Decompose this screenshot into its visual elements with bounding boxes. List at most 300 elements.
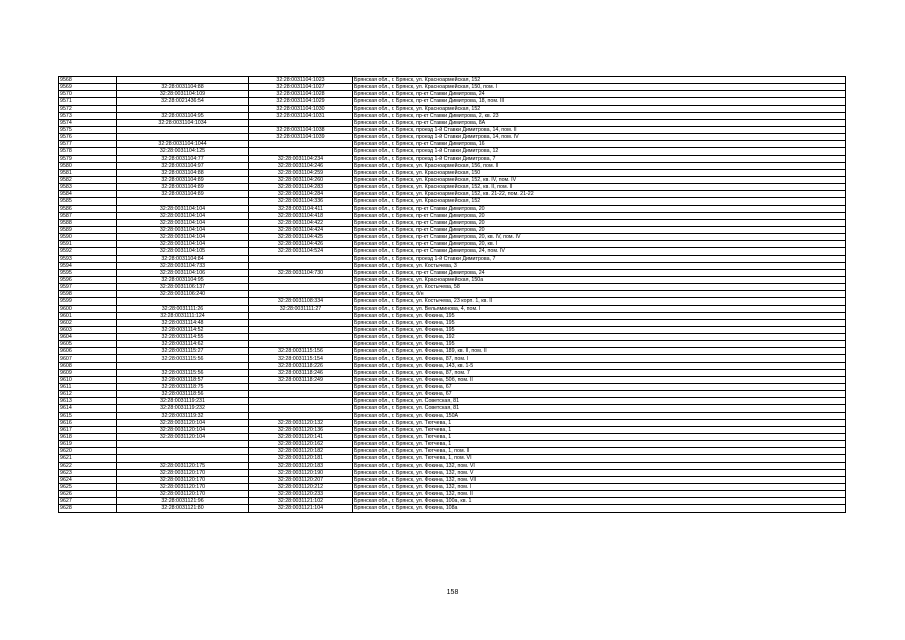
table-row bbox=[59, 77, 846, 84]
table-row bbox=[59, 184, 846, 191]
address-cell: Брянская обл., г. Брянск, ул. Фокина, 195 bbox=[353, 319, 846, 326]
address-cell: Брянская обл., г. Брянск, ул. Красноармейская, 152 bbox=[353, 105, 846, 112]
object-cadastral-number-cell: 32:28:0031120:136 bbox=[249, 426, 353, 433]
address-cell: Брянская обл., г. Брянск, ул. Фокина, 87, пом. 7 bbox=[353, 369, 846, 376]
land-cadastral-number-cell: 32:28:0031115:27 bbox=[117, 348, 249, 355]
object-cadastral-number-cell: 32:28:0031104:336 bbox=[249, 198, 353, 205]
object-cadastral-number-cell: 32:28:0031120:162 bbox=[249, 441, 353, 448]
object-cadastral-number-cell: 32:28:0031118:249 bbox=[249, 376, 353, 383]
row-number-cell: 9598 bbox=[59, 291, 117, 298]
land-cadastral-number-cell: 32:28:0031104:104 bbox=[117, 219, 249, 226]
object-cadastral-number-cell bbox=[249, 341, 353, 348]
row-number-cell: 9599 bbox=[59, 298, 117, 305]
row-number-cell: 9612 bbox=[59, 391, 117, 398]
land-cadastral-number-cell: 32:28:0031120:170 bbox=[117, 491, 249, 498]
object-cadastral-number-cell: 32:28:0031120:181 bbox=[249, 455, 353, 462]
land-cadastral-number-cell: 32:28:0031120:170 bbox=[117, 484, 249, 491]
land-cadastral-number-cell: 32:28:0031106:240 bbox=[117, 291, 249, 298]
land-cadastral-number-cell: 32:28:0031104:104 bbox=[117, 205, 249, 212]
address-cell: Брянская обл., г. Брянск, пр-кт Ставки Димитрова, 20 bbox=[353, 226, 846, 233]
address-cell: Брянская обл., г. Брянск, пр-кт Ставки Димитрова, 18, пом. III bbox=[353, 98, 846, 105]
land-cadastral-number-cell: 32:28:0031104:733 bbox=[117, 262, 249, 269]
address-cell: Брянская обл., г. Брянск, ул. Костычева, 3 bbox=[353, 262, 846, 269]
land-cadastral-number-cell bbox=[117, 105, 249, 112]
row-number-cell: 9589 bbox=[59, 226, 117, 233]
address-cell: Брянская обл., г. Брянск, ул. Фокина, 67 bbox=[353, 384, 846, 391]
row-number-cell: 9604 bbox=[59, 334, 117, 341]
land-cadastral-number-cell: 32:28:0031104:104 bbox=[117, 226, 249, 233]
land-cadastral-number-cell: 32:28:0031104:77 bbox=[117, 155, 249, 162]
address-cell: Брянская обл., г. Брянск, ул. Фокина, 132, пом. VII bbox=[353, 476, 846, 483]
address-cell: Брянская обл., г. Брянск, проезд 1-й Ставки Димитрова, 14, пом. IV bbox=[353, 134, 846, 141]
row-number-cell: 9626 bbox=[59, 491, 117, 498]
table-row bbox=[59, 212, 846, 219]
table-row bbox=[59, 126, 846, 133]
table-row bbox=[59, 455, 846, 462]
row-number-cell: 9582 bbox=[59, 176, 117, 183]
land-cadastral-number-cell: 32:28:0031104:125 bbox=[117, 148, 249, 155]
land-cadastral-number-cell: 32:28:0031104:88 bbox=[117, 169, 249, 176]
table-row bbox=[59, 155, 846, 162]
address-cell: Брянская обл., г. Брянск, ул. Фокина, 132, пом. V bbox=[353, 469, 846, 476]
row-number-cell: 9578 bbox=[59, 148, 117, 155]
object-cadastral-number-cell: 32:28:0031115:154 bbox=[249, 355, 353, 362]
land-cadastral-number-cell: 32:28:0031120:170 bbox=[117, 469, 249, 476]
address-cell: Брянская обл., г. Брянск, ул. Красноармейская, 150, пом. I bbox=[353, 84, 846, 91]
table-row bbox=[59, 376, 846, 383]
address-cell: Брянская обл., г. Брянск, ул. Тютчева, 1, пом. II bbox=[353, 448, 846, 455]
object-cadastral-number-cell: 32:28:0031118:226 bbox=[249, 362, 353, 369]
row-number-cell: 9595 bbox=[59, 269, 117, 276]
row-number-cell: 9591 bbox=[59, 241, 117, 248]
row-number-cell: 9613 bbox=[59, 398, 117, 405]
object-cadastral-number-cell bbox=[249, 319, 353, 326]
row-number-cell: 9610 bbox=[59, 376, 117, 383]
address-cell: Брянская обл., г. Брянск, ул. Советская, 81 bbox=[353, 405, 846, 412]
address-cell: Брянская обл., г. Брянск, пр-кт Ставки Димитрова, 20 bbox=[353, 219, 846, 226]
address-cell: Брянская обл., г. Брянск, ул. Фокина, 143, кв. 1-5 bbox=[353, 362, 846, 369]
object-cadastral-number-cell: 32:28:0031104:1023 bbox=[249, 77, 353, 84]
address-cell: Брянская обл., г. Брянск, ул. Вельяминова, 4, пом. I bbox=[353, 305, 846, 312]
address-cell: Брянская обл., г. Брянск, пр-кт Ставки Димитрова, 24 bbox=[353, 269, 846, 276]
row-number-cell: 9601 bbox=[59, 312, 117, 319]
object-cadastral-number-cell: 32:28:0031104:411 bbox=[249, 205, 353, 212]
row-number-cell: 9596 bbox=[59, 276, 117, 283]
table-row bbox=[59, 269, 846, 276]
object-cadastral-number-cell: 32:28:0031120:207 bbox=[249, 476, 353, 483]
land-cadastral-number-cell: 32:28:0031118:75 bbox=[117, 384, 249, 391]
table-row bbox=[59, 484, 846, 491]
land-cadastral-number-cell: 32:28:0031119:232 bbox=[117, 405, 249, 412]
object-cadastral-number-cell bbox=[249, 284, 353, 291]
table-row bbox=[59, 341, 846, 348]
object-cadastral-number-cell bbox=[249, 326, 353, 333]
object-cadastral-number-cell bbox=[249, 412, 353, 419]
table-row bbox=[59, 326, 846, 333]
table-row bbox=[59, 91, 846, 98]
object-cadastral-number-cell: 32:28:0031120:190 bbox=[249, 469, 353, 476]
object-cadastral-number-cell bbox=[249, 384, 353, 391]
land-cadastral-number-cell bbox=[117, 134, 249, 141]
address-cell: Брянская обл., г. Брянск, проезд 1-й Ставки Димитрова, 7 bbox=[353, 155, 846, 162]
address-cell: Брянская обл., г. Брянск, б/н bbox=[353, 291, 846, 298]
address-cell: Брянская обл., г. Брянск, ул. Фокина, 132, пом. I bbox=[353, 484, 846, 491]
row-number-cell: 9592 bbox=[59, 248, 117, 255]
row-number-cell: 9572 bbox=[59, 105, 117, 112]
land-cadastral-number-cell: 32:28:0031104:88 bbox=[117, 84, 249, 91]
address-cell: Брянская обл., г. Брянск, ул. Фокина, 195 bbox=[353, 312, 846, 319]
row-number-cell: 9577 bbox=[59, 141, 117, 148]
object-cadastral-number-cell: 32:28:0031104:234 bbox=[249, 155, 353, 162]
land-cadastral-number-cell: 32:28:0031111:26 bbox=[117, 305, 249, 312]
row-number-cell: 9574 bbox=[59, 119, 117, 126]
object-cadastral-number-cell bbox=[249, 119, 353, 126]
object-cadastral-number-cell bbox=[249, 391, 353, 398]
table-row bbox=[59, 398, 846, 405]
address-cell: Брянская обл., г. Брянск, ул. Советская, 81 bbox=[353, 398, 846, 405]
address-cell: Брянская обл., г. Брянск, ул. Тютчева, 1 bbox=[353, 426, 846, 433]
land-cadastral-number-cell: 32:28:0031106:137 bbox=[117, 284, 249, 291]
table-row bbox=[59, 241, 846, 248]
land-cadastral-number-cell: 32:28:0031114:48 bbox=[117, 319, 249, 326]
address-cell: Брянская обл., г. Брянск, ул. Красноармейская, 152, кв. 21-22, пом. 21-22 bbox=[353, 191, 846, 198]
table-row bbox=[59, 498, 846, 505]
address-cell: Брянская обл., г. Брянск, проезд 1-й Ставки Димитрова, 14, пом. II bbox=[353, 126, 846, 133]
row-number-cell: 9616 bbox=[59, 419, 117, 426]
row-number-cell: 9625 bbox=[59, 484, 117, 491]
land-cadastral-number-cell: 32:28:0031104:97 bbox=[117, 162, 249, 169]
object-cadastral-number-cell: 32:28:0031104:283 bbox=[249, 184, 353, 191]
row-number-cell: 9571 bbox=[59, 98, 117, 105]
address-cell: Брянская обл., г. Брянск, проезд 1-й Ставки Димитрова, 7 bbox=[353, 255, 846, 262]
row-number-cell: 9587 bbox=[59, 212, 117, 219]
object-cadastral-number-cell bbox=[249, 291, 353, 298]
land-cadastral-number-cell: 32:28:0031114:62 bbox=[117, 341, 249, 348]
row-number-cell: 9575 bbox=[59, 126, 117, 133]
object-cadastral-number-cell bbox=[249, 276, 353, 283]
object-cadastral-number-cell bbox=[249, 262, 353, 269]
land-cadastral-number-cell: 32:28:0031104:104 bbox=[117, 212, 249, 219]
object-cadastral-number-cell: 32:28:0031104:246 bbox=[249, 162, 353, 169]
row-number-cell: 9609 bbox=[59, 369, 117, 376]
address-cell: Брянская обл., г. Брянск, ул. Фокина, 108а bbox=[353, 505, 846, 512]
table-row bbox=[59, 84, 846, 91]
object-cadastral-number-cell: 32:28:0031104:426 bbox=[249, 241, 353, 248]
page-number: 158 bbox=[446, 589, 459, 596]
row-number-cell: 9580 bbox=[59, 162, 117, 169]
land-cadastral-number-cell: 32:28:0031104:89 bbox=[117, 184, 249, 191]
row-number-cell: 9584 bbox=[59, 191, 117, 198]
table-row bbox=[59, 98, 846, 105]
address-cell: Брянская обл., г. Брянск, проезд 1-й Ставки Димитрова, 12 bbox=[353, 148, 846, 155]
table-row bbox=[59, 148, 846, 155]
address-cell: Брянская обл., г. Брянск, пр-кт Ставки Димитрова, 2, кв. 23 bbox=[353, 112, 846, 119]
table-row bbox=[59, 284, 846, 291]
table-row bbox=[59, 362, 846, 369]
table-row bbox=[59, 276, 846, 283]
object-cadastral-number-cell: 32:28:0031121:104 bbox=[249, 505, 353, 512]
row-number-cell: 9606 bbox=[59, 348, 117, 355]
land-cadastral-number-cell: 32:28:0031120:104 bbox=[117, 419, 249, 426]
address-cell: Брянская обл., г. Брянск, пр-кт Ставки Димитрова, 20 bbox=[353, 205, 846, 212]
object-cadastral-number-cell: 32:28:0031104:418 bbox=[249, 212, 353, 219]
address-cell: Брянская обл., г. Брянск, ул. Красноармейская, 152 bbox=[353, 198, 846, 205]
address-cell: Брянская обл., г. Брянск, ул. Красноармейская, 150 bbox=[353, 169, 846, 176]
table-row bbox=[59, 255, 846, 262]
table-row bbox=[59, 141, 846, 148]
table-row bbox=[59, 169, 846, 176]
object-cadastral-number-cell: 32:28:0031104:730 bbox=[249, 269, 353, 276]
address-cell: Брянская обл., г. Брянск, ул. Фокина, 150А bbox=[353, 412, 846, 419]
row-number-cell: 9605 bbox=[59, 341, 117, 348]
land-cadastral-number-cell: 32:28:0031121:96 bbox=[117, 498, 249, 505]
object-cadastral-number-cell: 32:28:0031104:422 bbox=[249, 219, 353, 226]
land-cadastral-number-cell bbox=[117, 298, 249, 305]
row-number-cell: 9621 bbox=[59, 455, 117, 462]
object-cadastral-number-cell: 32:28:0031104:1029 bbox=[249, 98, 353, 105]
row-number-cell: 9594 bbox=[59, 262, 117, 269]
row-number-cell: 9576 bbox=[59, 134, 117, 141]
table-row bbox=[59, 112, 846, 119]
object-cadastral-number-cell bbox=[249, 141, 353, 148]
table-row bbox=[59, 355, 846, 362]
land-cadastral-number-cell: 32:28:0031114:55 bbox=[117, 334, 249, 341]
table-row bbox=[59, 369, 846, 376]
row-number-cell: 9602 bbox=[59, 319, 117, 326]
table-row bbox=[59, 334, 846, 341]
land-cadastral-number-cell: 32:28:0031115:56 bbox=[117, 355, 249, 362]
object-cadastral-number-cell bbox=[249, 312, 353, 319]
object-cadastral-number-cell: 32:28:0031104:1030 bbox=[249, 105, 353, 112]
land-cadastral-number-cell: 32:28:0031121:80 bbox=[117, 505, 249, 512]
object-cadastral-number-cell bbox=[249, 334, 353, 341]
address-cell: Брянская обл., г. Брянск, пр-кт Ставки Димитрова, 24 bbox=[353, 91, 846, 98]
object-cadastral-number-cell: 32:28:0031118:246 bbox=[249, 369, 353, 376]
row-number-cell: 9586 bbox=[59, 205, 117, 212]
object-cadastral-number-cell: 32:28:0031104:424 bbox=[249, 226, 353, 233]
address-cell: Брянская обл., г. Брянск, ул. Фокина, 192 bbox=[353, 334, 846, 341]
row-number-cell: 9624 bbox=[59, 476, 117, 483]
row-number-cell: 9570 bbox=[59, 91, 117, 98]
address-cell: Брянская обл., г. Брянск, ул. Костычева, 58 bbox=[353, 284, 846, 291]
land-cadastral-number-cell bbox=[117, 455, 249, 462]
table-row bbox=[59, 448, 846, 455]
row-number-cell: 9597 bbox=[59, 284, 117, 291]
land-cadastral-number-cell: 32:28:0031118:57 bbox=[117, 376, 249, 383]
table-row bbox=[59, 298, 846, 305]
address-cell: Брянская обл., г. Брянск, пр-кт Ставки Димитрова, 20, кв. IV, пом. IV bbox=[353, 234, 846, 241]
object-cadastral-number-cell: 32:28:0031120:183 bbox=[249, 462, 353, 469]
address-cell: Брянская обл., г. Брянск, пр-кт Ставки Димитрова, 20, кв. I bbox=[353, 241, 846, 248]
table-row bbox=[59, 205, 846, 212]
land-cadastral-number-cell bbox=[117, 126, 249, 133]
land-cadastral-number-cell: 32:28:0031104:95 bbox=[117, 112, 249, 119]
register-table bbox=[58, 76, 846, 513]
land-cadastral-number-cell: 32:28:0031104:106 bbox=[117, 269, 249, 276]
land-cadastral-number-cell: 32:28:0031104:104 bbox=[117, 241, 249, 248]
address-cell: Брянская обл., г. Брянск, ул. Тютчева, 1 bbox=[353, 434, 846, 441]
land-cadastral-number-cell: 32:28:0031115:56 bbox=[117, 369, 249, 376]
table-row bbox=[59, 291, 846, 298]
table-row bbox=[59, 462, 846, 469]
object-cadastral-number-cell bbox=[249, 255, 353, 262]
row-number-cell: 9607 bbox=[59, 355, 117, 362]
table-row bbox=[59, 384, 846, 391]
table-row bbox=[59, 405, 846, 412]
table-row bbox=[59, 426, 846, 433]
address-cell: Брянская обл., г. Брянск, ул. Фокина, 87, пом. I bbox=[353, 355, 846, 362]
table-row bbox=[59, 162, 846, 169]
row-number-cell: 9569 bbox=[59, 84, 117, 91]
object-cadastral-number-cell: 32:28:0031104:1027 bbox=[249, 84, 353, 91]
row-number-cell: 9627 bbox=[59, 498, 117, 505]
table-row bbox=[59, 262, 846, 269]
object-cadastral-number-cell: 32:28:0031104:425 bbox=[249, 234, 353, 241]
row-number-cell: 9622 bbox=[59, 462, 117, 469]
table-row bbox=[59, 105, 846, 112]
address-cell: Брянская обл., г. Брянск, ул. Фокина, 195 bbox=[353, 341, 846, 348]
row-number-cell: 9615 bbox=[59, 412, 117, 419]
land-cadastral-number-cell bbox=[117, 448, 249, 455]
land-cadastral-number-cell: 32:28:0031104:1034 bbox=[117, 119, 249, 126]
land-cadastral-number-cell: 32:28:0031120:104 bbox=[117, 426, 249, 433]
address-cell: Брянская обл., г. Брянск, пр-кт Ставки Димитрова, 16 bbox=[353, 141, 846, 148]
address-cell: Брянская обл., г. Брянск, ул. Фокина, 100а, кв. 1 bbox=[353, 498, 846, 505]
object-cadastral-number-cell: 32:28:0031120:141 bbox=[249, 434, 353, 441]
object-cadastral-number-cell bbox=[249, 405, 353, 412]
land-cadastral-number-cell: 32:28:0031120:104 bbox=[117, 434, 249, 441]
object-cadastral-number-cell: 32:28:0031104:260 bbox=[249, 176, 353, 183]
address-cell: Брянская обл., г. Брянск, ул. Красноармейская, 156, пом. II bbox=[353, 162, 846, 169]
land-cadastral-number-cell: 32:28:0031104:89 bbox=[117, 176, 249, 183]
land-cadastral-number-cell: 32:28:0031104:104 bbox=[117, 234, 249, 241]
row-number-cell: 9568 bbox=[59, 77, 117, 84]
table-row bbox=[59, 134, 846, 141]
object-cadastral-number-cell: 32:28:0031104:524 bbox=[249, 248, 353, 255]
object-cadastral-number-cell: 32:28:0031104:1039 bbox=[249, 134, 353, 141]
address-cell: Брянская обл., г. Брянск, ул. Тютчева, 1 bbox=[353, 441, 846, 448]
object-cadastral-number-cell: 32:28:0031104:259 bbox=[249, 169, 353, 176]
address-cell: Брянская обл., г. Брянск, ул. Красноармейская, 150а bbox=[353, 276, 846, 283]
land-cadastral-number-cell: 32:28:0031104:109 bbox=[117, 91, 249, 98]
land-cadastral-number-cell bbox=[117, 77, 249, 84]
address-cell: Брянская обл., г. Брянск, ул. Тютчева, 1, пом. VI bbox=[353, 455, 846, 462]
table-row bbox=[59, 419, 846, 426]
address-cell: Брянская обл., г. Брянск, ул. Фокина, 132, пом. II bbox=[353, 491, 846, 498]
land-cadastral-number-cell: 32:28:0031104:1044 bbox=[117, 141, 249, 148]
row-number-cell: 9614 bbox=[59, 405, 117, 412]
row-number-cell: 9628 bbox=[59, 505, 117, 512]
address-cell: Брянская обл., г. Брянск, ул. Фокина, 50б, пом. II bbox=[353, 376, 846, 383]
object-cadastral-number-cell: 32:28:0031111:27 bbox=[249, 305, 353, 312]
table-row bbox=[59, 441, 846, 448]
address-cell: Брянская обл., г. Брянск, ул. Тютчева, 1 bbox=[353, 419, 846, 426]
table-row bbox=[59, 312, 846, 319]
row-number-cell: 9603 bbox=[59, 326, 117, 333]
table-row bbox=[59, 198, 846, 205]
row-number-cell: 9593 bbox=[59, 255, 117, 262]
land-cadastral-number-cell: 32:28:0031120:175 bbox=[117, 462, 249, 469]
object-cadastral-number-cell: 32:28:0031104:1038 bbox=[249, 126, 353, 133]
table-row bbox=[59, 412, 846, 419]
land-cadastral-number-cell: 32:28:0031104:89 bbox=[117, 191, 249, 198]
land-cadastral-number-cell: 32:28:0031104:95 bbox=[117, 276, 249, 283]
address-cell: Брянская обл., г. Брянск, ул. Красноармейская, 152 bbox=[353, 77, 846, 84]
object-cadastral-number-cell: 32:28:0031108:334 bbox=[249, 298, 353, 305]
row-number-cell: 9623 bbox=[59, 469, 117, 476]
row-number-cell: 9583 bbox=[59, 184, 117, 191]
table-row bbox=[59, 219, 846, 226]
row-number-cell: 9600 bbox=[59, 305, 117, 312]
land-cadastral-number-cell: 32:28:0031104:84 bbox=[117, 255, 249, 262]
table-row bbox=[59, 248, 846, 255]
table-row bbox=[59, 505, 846, 512]
land-cadastral-number-cell bbox=[117, 441, 249, 448]
address-cell: Брянская обл., г. Брянск, пр-кт Ставки Димитрова, 24, пом. IV bbox=[353, 248, 846, 255]
object-cadastral-number-cell: 32:28:0031104:1028 bbox=[249, 91, 353, 98]
row-number-cell: 9588 bbox=[59, 219, 117, 226]
table-row bbox=[59, 226, 846, 233]
address-cell: Брянская обл., г. Брянск, ул. Фокина, 67 bbox=[353, 391, 846, 398]
object-cadastral-number-cell bbox=[249, 398, 353, 405]
table-row bbox=[59, 434, 846, 441]
table-row bbox=[59, 348, 846, 355]
land-cadastral-number-cell: 32:28:0031114:52 bbox=[117, 326, 249, 333]
table-row bbox=[59, 119, 846, 126]
table-row bbox=[59, 469, 846, 476]
land-cadastral-number-cell: 32:28:0031120:170 bbox=[117, 476, 249, 483]
land-cadastral-number-cell: 32:28:0031119:32 bbox=[117, 412, 249, 419]
table-row bbox=[59, 176, 846, 183]
object-cadastral-number-cell: 32:28:0031121:102 bbox=[249, 498, 353, 505]
land-cadastral-number-cell bbox=[117, 198, 249, 205]
address-cell: Брянская обл., г. Брянск, ул. Фокина, 195 bbox=[353, 326, 846, 333]
row-number-cell: 9590 bbox=[59, 234, 117, 241]
object-cadastral-number-cell: 32:28:0031104:1031 bbox=[249, 112, 353, 119]
object-cadastral-number-cell: 32:28:0031120:132 bbox=[249, 419, 353, 426]
object-cadastral-number-cell: 32:28:0031120:233 bbox=[249, 491, 353, 498]
address-cell: Брянская обл., г. Брянск, пр-кт Ставки Димитрова, 20 bbox=[353, 212, 846, 219]
table-row bbox=[59, 305, 846, 312]
land-cadastral-number-cell: 32:28:0031118:56 bbox=[117, 391, 249, 398]
land-cadastral-number-cell: 32:28:0031111:124 bbox=[117, 312, 249, 319]
object-cadastral-number-cell: 32:28:0031120:212 bbox=[249, 484, 353, 491]
row-number-cell: 9611 bbox=[59, 384, 117, 391]
row-number-cell: 9581 bbox=[59, 169, 117, 176]
row-number-cell: 9620 bbox=[59, 448, 117, 455]
row-number-cell: 9573 bbox=[59, 112, 117, 119]
object-cadastral-number-cell: 32:28:0031115:156 bbox=[249, 348, 353, 355]
land-cadastral-number-cell: 32:28:0021436:54 bbox=[117, 98, 249, 105]
table-row bbox=[59, 234, 846, 241]
address-cell: Брянская обл., г. Брянск, ул. Фокина, 189, кв. II, пом. II bbox=[353, 348, 846, 355]
object-cadastral-number-cell: 32:28:0031120:182 bbox=[249, 448, 353, 455]
object-cadastral-number-cell: 32:28:0031104:284 bbox=[249, 191, 353, 198]
table-row bbox=[59, 191, 846, 198]
address-cell: Брянская обл., г. Брянск, ул. Красноармейская, 152, кв. IV, пом. IV bbox=[353, 176, 846, 183]
table-row bbox=[59, 476, 846, 483]
row-number-cell: 9618 bbox=[59, 434, 117, 441]
row-number-cell: 9617 bbox=[59, 426, 117, 433]
land-cadastral-number-cell bbox=[117, 362, 249, 369]
table-row bbox=[59, 491, 846, 498]
address-cell: Брянская обл., г. Брянск, пр-кт Ставки Димитрова, 8А bbox=[353, 119, 846, 126]
row-number-cell: 9608 bbox=[59, 362, 117, 369]
row-number-cell: 9579 bbox=[59, 155, 117, 162]
register-table-body bbox=[59, 77, 846, 513]
object-cadastral-number-cell bbox=[249, 148, 353, 155]
table-row bbox=[59, 391, 846, 398]
